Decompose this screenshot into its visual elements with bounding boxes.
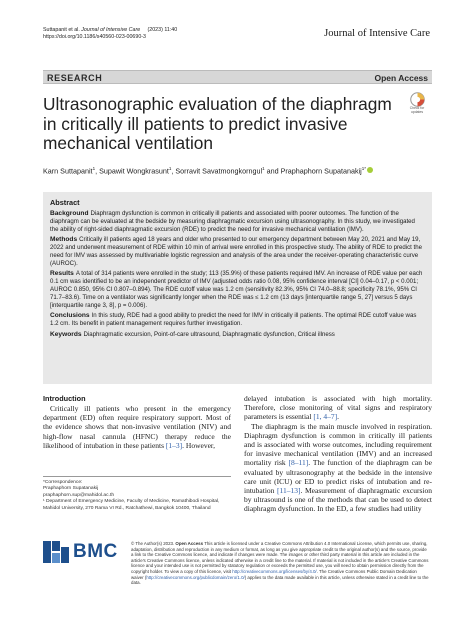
article-type-band bbox=[43, 70, 432, 84]
body-paragraph: delayed intubation is associated with high mortality. Therefore, close monitoring of vital signs and respiratory parameters is essential [1, 4–7]. bbox=[244, 394, 432, 422]
abstract-results: Results A total of 314 patients were enrolled in the study; 113 (35.9%) of these patients required IMV. An increase of RDE value per each 0.1 cm was identified to be an independent predictor of IMV (adjusted odds ratio 0.08, 95% confidence interval [CI] 0.04–0.17, p < 0.001; AUROC 0.850, 95% CI 0.807–0.894). The RDE cutoff value was 1.2 cm (sensitivity 82.3%, 95% CI 74.0–88.8; specificity 78.1%, 95% CI 71.7–83.6). Time on a ventilator was significantly longer when the RDE was ≤ 1.2 cm (13 days [interquartile range 5, 27] versus 5 days [interquartile range 3, 8], p = 0.006). bbox=[50, 270, 423, 309]
doi-link[interactable]: https://doi.org/10.1186/s40560-023-00690-3 bbox=[43, 34, 146, 40]
citation-year: (2023) 11:40 bbox=[147, 27, 178, 33]
license-link[interactable]: http://creativecommons.org/licenses/by/4.0/ bbox=[232, 568, 317, 574]
orcid-icon[interactable] bbox=[367, 167, 373, 173]
author-name[interactable]: Sorravit Savatmongkorngul bbox=[175, 166, 263, 176]
check-for-updates-badge[interactable] bbox=[403, 92, 431, 120]
author-affiliation: ¹ Department of Emergency Medicine, Faculty of Medicine, Ramathibodi Hospital, Mahidol University, 270 Rama VI Rd., Ratchathewi, Bangkok 10400, Thailand bbox=[43, 499, 220, 511]
license-text: © The Author(s) 2023. Open Access This article is licensed under a Creative Commons Attribution 4.0 International License, which permits use, sharing, adaptation, distribution and reproduction in any medium or format, as long as you give appropriate credit to the original author(s) and the source, provide a link to the Creative Commons licence, and indicate if changes were made. The images or other third party material in this article are included in the article's Creative Commons licence, unless indicated otherwise in a credit line to the material. If material is not included in the article's Creative Commons licence and your intended use is not permitted by statutory regulation or exceeds the permitted use, you will need to obtain permission directly from the copyright holder. To view a copy of this licence, visit http://creativecommons.org/licenses/by/4.0/. The Creative Commons Public Domain Dedication waiver (http://creativecommons.org/publicdomain/zero/1.0/) applies to the data made available in this article, unless otherwise stated in a credit line to the data. bbox=[131, 541, 429, 586]
correspondence-label: *Correspondence: bbox=[43, 480, 83, 485]
body-left-column bbox=[43, 394, 231, 450]
author-name[interactable]: Karn Suttapanit bbox=[43, 166, 93, 176]
bmc-wordmark: BMC bbox=[73, 541, 118, 562]
page-footer bbox=[43, 541, 432, 586]
abstract-heading: Abstract bbox=[50, 198, 80, 207]
citation-link[interactable]: [1, 4–7] bbox=[313, 412, 338, 422]
citation-link[interactable]: [1–3] bbox=[165, 440, 183, 450]
correspondence-email[interactable]: praphaphorn.sup@mahidol.ac.th bbox=[43, 492, 115, 498]
abstract-conclusions: Conclusions In this study, RDE had a good ability to predict the need for IMV in critically ill patients. The optimal RDE cutoff value was 1.2 cm. Its benefit in patient management requires further investigation. bbox=[50, 312, 417, 328]
citation-journal: Journal of Intensive Care bbox=[81, 27, 141, 33]
citation-line bbox=[43, 27, 177, 34]
author-list: Karn Suttapanit$^1$, Supawit Wongkrasunt$^1$, Sorravit Savatmongkorngul$^1$ and Praphaphorn Supatanakij$^{1*}$ bbox=[43, 164, 432, 175]
author-name[interactable]: Praphaphorn Supatanakij bbox=[280, 166, 362, 176]
bmc-logo bbox=[43, 541, 131, 563]
body-paragraph: The diaphragm is the main muscle involved in respiration. Diaphragm dysfunction is common in critically ill patients and is associated with worse outcomes, including requirement for invasive mechanical ventilation (IMV) and an increased mortality risk [8–11]. The function of the diaphragm can be evaluated by ultrasonography at the bedside in the intensive care unit (ICU) or ED to predict risks of intubation and re-intubation [11–13]. Measurement of diaphragmatic excursion by ultrasound is one of the methods that can be used to detect diaphragm dysfunction. In the ED, a few studies had utility bbox=[244, 421, 432, 514]
article-title: Ultrasonographic evaluation of the diaphragm in critically ill patients to predict invasive mechanical ventilation bbox=[43, 94, 392, 153]
citation-link[interactable]: [8–11] bbox=[288, 458, 309, 468]
citation-authors: Suttapanit et al. bbox=[43, 27, 82, 33]
research-label: RESEARCH bbox=[47, 73, 103, 83]
journal-title: Journal of Intensive Care bbox=[324, 28, 430, 39]
introduction-heading: Introduction bbox=[43, 394, 86, 403]
author-name[interactable]: Supawit Wongkrasunt bbox=[99, 166, 169, 176]
abstract-methods: Methods Critically ill patients aged 18 years and older who presented to our emergency department between May 20, 2021 and May 19, 2022 and underwent measurement of RDE within 10 min of arrival were enrolled in this prospective study. The ability of RDE to predict the need for IMV was assessed by multivariable logistic regression and analysis of the area under the receiver-operating characteristic curve (AUROC). bbox=[50, 236, 423, 267]
bmc-mark-icon bbox=[43, 541, 69, 563]
check-for-updates-text: Check for updates bbox=[409, 106, 425, 114]
introduction-paragraph: Critically ill patients who present in the emergency department (ED) often require respiratory support. Most of the evidence shows that non-invasive ventilation (NIV) and high-flow nasal cannula (HFNC) therapy reduce the likelihood of intubation in these patients [1–3]. However, bbox=[43, 404, 231, 450]
crossmark-icon bbox=[410, 92, 425, 107]
abstract-box bbox=[43, 192, 432, 384]
body-right-column bbox=[244, 394, 432, 514]
public-domain-link[interactable]: http://creativecommons.org/publicdomain/zero/1.0/ bbox=[146, 574, 245, 580]
abstract-background: Background Diaphragm dysfunction is common in critically ill patients and associated with poorer outcomes. The function of the diaphragm can be evaluated at the bedside by measuring diaphragmatic excursion using ultrasonography. In this study, we investigated the ability of right-sided diaphragmatic excursion (RDE) to predict the need for invasive mechanical ventilation (IMV). bbox=[50, 210, 415, 233]
citation-link[interactable]: [11–13] bbox=[277, 486, 301, 496]
running-header bbox=[43, 27, 177, 41]
abstract-keywords: Keywords Diaphragmatic excursion, Point-of-care ultrasound, Diaphragmatic dysfunction, Critical illness bbox=[50, 330, 335, 338]
correspondence-footnote bbox=[43, 476, 231, 512]
correspondence-name: Praphaphorn Supatanakij bbox=[43, 486, 99, 492]
open-access-label: Open Access bbox=[374, 73, 428, 83]
